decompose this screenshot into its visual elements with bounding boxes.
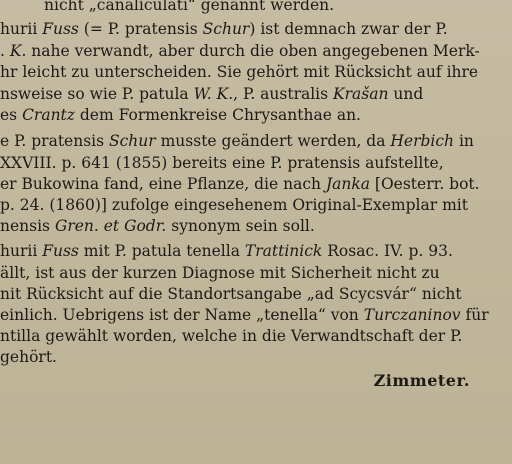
italic-name: Janka — [325, 175, 370, 193]
text-run: synonym sein soll. — [166, 217, 315, 235]
text-run: ) ist demnach zwar der P. — [249, 20, 448, 38]
text-line — [44, 0, 504, 14]
italic-name: Crantz — [22, 106, 75, 124]
text-run: für — [460, 306, 489, 324]
text-line — [0, 42, 504, 60]
text-run: nahe verwandt, aber durch die oben angegebenen Merk- — [26, 42, 480, 60]
text-line — [0, 175, 504, 193]
text-run: (= P. pratensis — [78, 20, 203, 38]
text-run: es — [0, 106, 23, 124]
text-line — [0, 285, 504, 303]
text-line — [0, 85, 504, 103]
text-run: dem Formenkreise Chrysanthae an. — [74, 106, 361, 124]
text-line — [0, 154, 504, 172]
text-run: in — [454, 132, 474, 150]
italic-name: Schur — [202, 20, 250, 38]
italic-name: Fuss — [42, 20, 79, 38]
italic-name: Gren. et Godr. — [54, 217, 167, 235]
text-line — [0, 20, 504, 38]
text-run: hurii — [0, 242, 43, 260]
text-run: nensis — [0, 217, 55, 235]
text-line — [0, 196, 504, 214]
text-run: p. 24. (1860)] zufolge eingesehenem Original-Exemplar mit — [0, 196, 468, 214]
text-run: [Oesterr. bot. — [370, 175, 480, 193]
text-line — [0, 217, 504, 235]
italic-name: Fuss — [42, 242, 79, 260]
text-run: Rosac. IV. p. 93. — [322, 242, 453, 260]
text-line — [0, 327, 504, 345]
italic-name: K. — [9, 42, 27, 60]
italic-name: Trattinick — [244, 242, 323, 260]
text-line — [0, 242, 504, 260]
text-run: einlich. Uebrigens ist der Name „tenella“ von — [0, 306, 364, 324]
italic-name: W. K. — [193, 85, 234, 103]
text-run: e P. pratensis — [0, 132, 109, 150]
italic-name: Turczaninov — [363, 306, 461, 324]
text-run: ällt, ist aus der kurzen Diagnose mit Sicherheit nicht zu — [0, 264, 440, 282]
text-run: XXVIII. p. 641 (1855) bereits eine P. pratensis aufstellte, — [0, 154, 444, 172]
text-run: . — [0, 42, 10, 60]
text-run: , P. australis — [233, 85, 334, 103]
italic-name: Herbich — [390, 132, 455, 150]
text-run: musste geändert werden, da — [155, 132, 391, 150]
text-run: hr leicht zu unterscheiden. Sie gehört mit Rücksicht auf ihre — [0, 63, 479, 81]
text-line — [0, 264, 504, 282]
italic-name: Krašan — [333, 85, 389, 103]
text-line — [0, 132, 504, 150]
text-run: er Bukowina fand, eine Pflanze, die nach — [0, 175, 326, 193]
text-line — [0, 348, 504, 366]
text-run: nit Rücksicht auf die Standortsangabe „ad Scycsvár“ nicht — [0, 285, 462, 303]
text-run: ntilla gewählt worden, welche in die Verwandtschaft der P. — [0, 327, 463, 345]
italic-name: Schur — [109, 132, 156, 150]
text-run: mit P. patula tenella — [78, 242, 245, 260]
text-line — [0, 106, 504, 124]
text-run: nsweise so wie P. patula — [0, 85, 194, 103]
text-run: nicht „canaliculati“ genannt werden. — [44, 0, 335, 14]
text-run: gehört. — [0, 348, 57, 366]
author-signature: Zimmeter. — [373, 371, 470, 390]
text-line — [0, 306, 504, 324]
text-run: und — [388, 85, 424, 103]
text-run: hurii — [0, 20, 43, 38]
text-line — [0, 63, 504, 81]
